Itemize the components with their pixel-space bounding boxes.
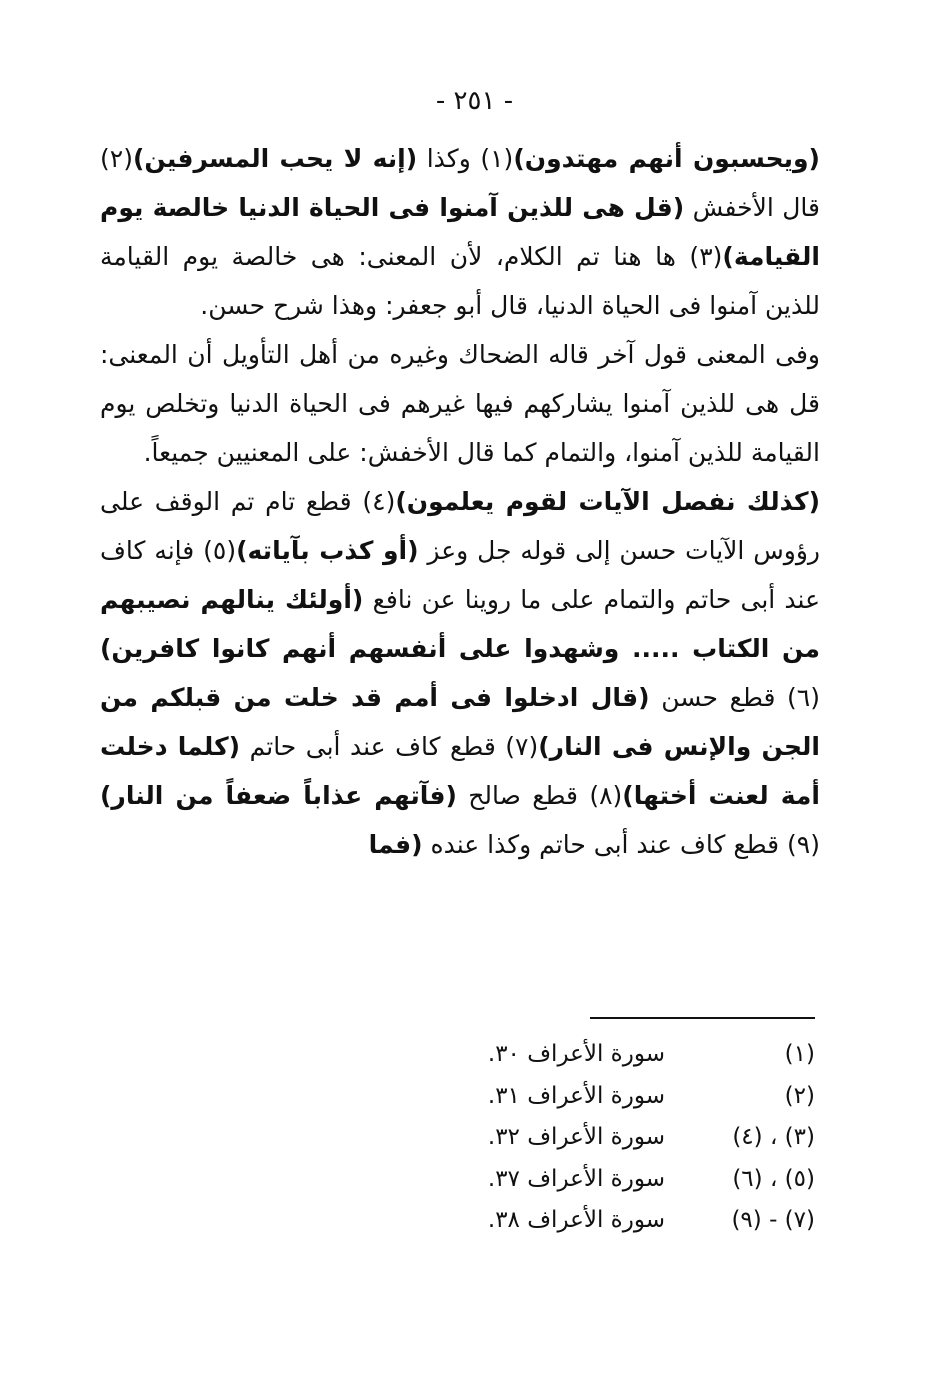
footnote-text: سورة الأعراف ٣٧. bbox=[487, 1165, 665, 1192]
footnote-ref: (٧) - (٩) bbox=[731, 1207, 815, 1233]
footnote-ref: (٣) ، (٤) bbox=[732, 1124, 815, 1150]
paragraph-3 bbox=[100, 477, 820, 869]
commentary-text: (٥) فإنه كاف عند أبى حاتم والتمام على ما روينا عن نافع bbox=[100, 536, 821, 614]
footnote-text: سورة الأعراف ٣٨. bbox=[487, 1207, 665, 1233]
commentary-text: (٦) قطع حسن bbox=[649, 683, 820, 712]
commentary-text: وفى المعنى قول آخر قاله الضحاك وغيره من أهل التأويل أن المعنى: قل هى للذين آمنوا يشاركهم فيها غيرهم فى الحياة الدنيا وتخلص يوم القيامة للذين آمنوا، والتمام كما قال الأخفش: على المعنيين جميعاً. bbox=[100, 340, 820, 467]
quran-quote: (ويحسبون أنهم مهتدون) bbox=[513, 144, 820, 173]
commentary-text: (٨) قطع صالح bbox=[456, 781, 623, 810]
footnote-text: سورة الأعراف ٣٢. bbox=[487, 1124, 665, 1150]
footnote-row bbox=[440, 1076, 815, 1118]
quran-quote: (إنه لا يحب المسرفين) bbox=[132, 144, 418, 173]
footnote-row bbox=[440, 1034, 815, 1076]
quran-quote: (قل هى للذين آمنوا فى الحياة الدنيا خالصة يوم القيامة) bbox=[100, 193, 820, 271]
footnote-row bbox=[440, 1200, 815, 1242]
commentary-text: (٩) قطع كاف عند أبى حاتم وكذا عنده bbox=[422, 830, 820, 859]
footnote-divider bbox=[590, 1017, 815, 1019]
commentary-text: (٢) قال الأخفش bbox=[100, 144, 820, 222]
quran-quote: (كذلك نفصل الآيات لقوم يعلمون) bbox=[395, 487, 820, 516]
commentary-text: (١) وكذا bbox=[417, 144, 514, 173]
quran-quote: (فما bbox=[368, 830, 423, 859]
footnotes bbox=[440, 1034, 815, 1242]
footnote-text: سورة الأعراف ٣٠. bbox=[487, 1041, 665, 1067]
quran-quote: (كلما دخلت أمة لعنت أختها) bbox=[100, 732, 820, 810]
quran-quote: (قال ادخلوا فى أمم قد خلت من قبلكم من الجن والإنس فى النار) bbox=[100, 683, 820, 761]
commentary-text: (٤) قطع تام تم الوقف على رؤوس الآيات حسن إلى قوله جل وعز bbox=[100, 487, 820, 565]
commentary-text: (٧) قطع كاف عند أبى حاتم bbox=[240, 732, 539, 761]
quran-quote: (فآتهم عذاباً ضعفاً من النار) bbox=[100, 781, 457, 810]
footnote-row bbox=[440, 1117, 815, 1159]
footnote-ref: (٥) ، (٦) bbox=[732, 1165, 815, 1192]
quran-quote: (أولئك ينالهم نصيبهم من الكتاب ..... وشهدوا على أنفسهم أنهم كانوا كافرين) bbox=[100, 585, 820, 663]
footnote-ref: (٢) bbox=[784, 1082, 815, 1109]
paragraph-1 bbox=[100, 134, 820, 330]
main-text bbox=[100, 134, 820, 869]
page-number: - ٢٥١ - bbox=[435, 86, 514, 116]
footnote-text: سورة الأعراف ٣١. bbox=[487, 1082, 665, 1109]
commentary-text: (٣) ها هنا تم الكلام، لأن المعنى: هى خالصة يوم القيامة للذين آمنوا فى الحياة الدنيا، قال أبو جعفر: وهذا شرح حسن. bbox=[100, 242, 820, 320]
footnote-ref: (١) bbox=[784, 1041, 815, 1067]
paragraph-2 bbox=[100, 330, 820, 477]
footnote-row bbox=[440, 1159, 815, 1201]
quran-quote: (أو كذب بآياته) bbox=[236, 536, 419, 565]
